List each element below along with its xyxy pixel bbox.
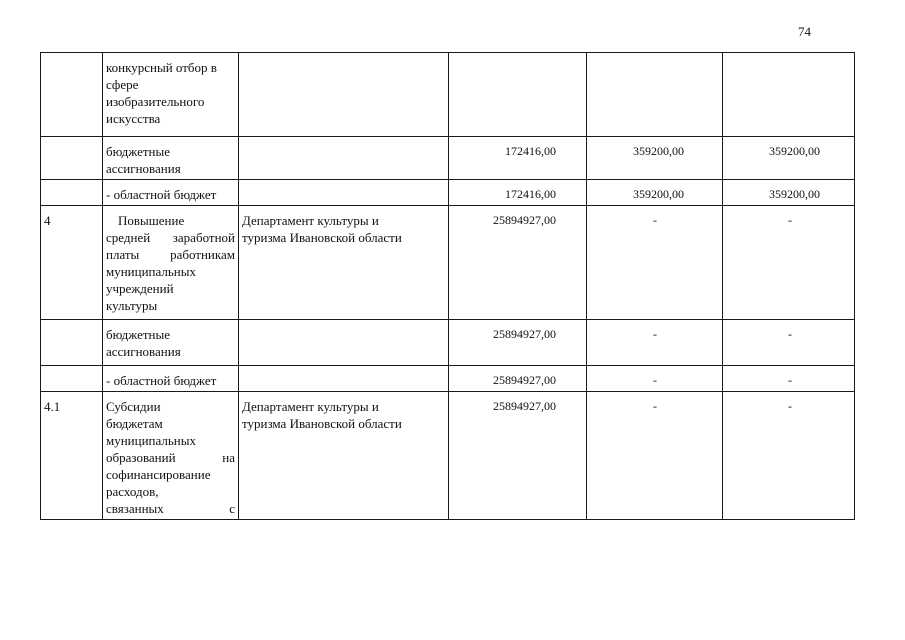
measure-name-line: образований на — [106, 450, 235, 465]
year2-value-cell: - — [587, 392, 723, 520]
row-number-cell — [41, 180, 103, 206]
year2-value-cell: - — [587, 206, 723, 320]
year3-value-cell: - — [723, 366, 855, 392]
executor-line: Департамент культуры и — [242, 399, 379, 414]
measure-name-line: муниципальных — [106, 264, 197, 279]
table-row — [41, 137, 855, 180]
year2-value-cell — [587, 53, 723, 137]
measure-name-cell — [103, 392, 239, 520]
measure-name-line: бюджетные — [106, 144, 171, 159]
year3-value-cell: - — [723, 392, 855, 520]
year1-value-cell: 25894927,00 — [449, 392, 587, 520]
executor-cell — [239, 320, 449, 366]
year2-value-cell: - — [587, 320, 723, 366]
year2-value-cell: 359200,00 — [587, 137, 723, 180]
table-row — [41, 53, 855, 137]
row-number-cell — [41, 320, 103, 366]
executor-line: туризма Ивановской области — [242, 230, 402, 245]
executor-cell — [239, 180, 449, 206]
year1-value-cell — [449, 53, 587, 137]
measure-name-line: расходов, — [106, 484, 159, 499]
year3-value-cell: 359200,00 — [723, 137, 855, 180]
executor-cell — [239, 206, 449, 320]
measure-name-line: сфере — [106, 77, 139, 92]
year3-value-cell: - — [723, 206, 855, 320]
year2-value-cell: 359200,00 — [587, 180, 723, 206]
year1-value-cell: 172416,00 — [449, 137, 587, 180]
measure-name-cell: - областной бюджет — [103, 180, 239, 206]
year3-value-cell: - — [723, 320, 855, 366]
measure-name-line: платы работникам — [106, 247, 235, 262]
table-row — [41, 320, 855, 366]
measure-name-line: конкурсный отбор в — [106, 60, 217, 75]
measure-name-line: муниципальных — [106, 433, 197, 448]
measure-name-line: искусства — [106, 111, 161, 126]
executor-line: туризма Ивановской области — [242, 416, 402, 431]
row-number-cell — [41, 366, 103, 392]
measure-name-line: связанных с — [106, 501, 235, 516]
measure-name-first: Повышение — [118, 213, 185, 228]
measure-name-line: бюджетные — [106, 327, 171, 342]
measure-name-cell — [103, 137, 239, 180]
measure-name-line: культуры — [106, 298, 158, 313]
measure-name-line: ассигнования — [106, 161, 181, 176]
year3-value-cell — [723, 53, 855, 137]
row-number-cell: 4.1 — [41, 392, 103, 520]
measure-name-line: ассигнования — [106, 344, 181, 359]
measure-name-cell: - областной бюджет — [103, 366, 239, 392]
measure-name-line: средней заработной — [106, 230, 235, 245]
executor-cell — [239, 137, 449, 180]
measure-name-line: изобразительного — [106, 94, 205, 109]
executor-cell — [239, 366, 449, 392]
executor-cell — [239, 53, 449, 137]
measure-name-cell — [103, 206, 239, 320]
table-row — [41, 392, 855, 520]
row-number-cell — [41, 53, 103, 137]
measure-name-line: софинансирование — [106, 467, 211, 482]
table-row — [41, 366, 855, 392]
year1-value-cell: 25894927,00 — [449, 206, 587, 320]
row-number-cell — [41, 137, 103, 180]
measure-name-line: Субсидии — [106, 399, 161, 414]
executor-line: Департамент культуры и — [242, 213, 379, 228]
year1-value-cell: 25894927,00 — [449, 366, 587, 392]
budget-table — [40, 52, 855, 520]
year3-value-cell: 359200,00 — [723, 180, 855, 206]
year1-value-cell: 172416,00 — [449, 180, 587, 206]
year2-value-cell: - — [587, 366, 723, 392]
row-number-cell: 4 — [41, 206, 103, 320]
table-row — [41, 206, 855, 320]
measure-name-line — [106, 212, 235, 229]
executor-cell — [239, 392, 449, 520]
measure-name-line: бюджетам — [106, 416, 163, 431]
measure-name-line: учреждений — [106, 281, 174, 296]
measure-name-cell — [103, 320, 239, 366]
table-row — [41, 180, 855, 206]
measure-name-cell — [103, 53, 239, 137]
year1-value-cell: 25894927,00 — [449, 320, 587, 366]
page-number: 74 — [798, 24, 811, 39]
